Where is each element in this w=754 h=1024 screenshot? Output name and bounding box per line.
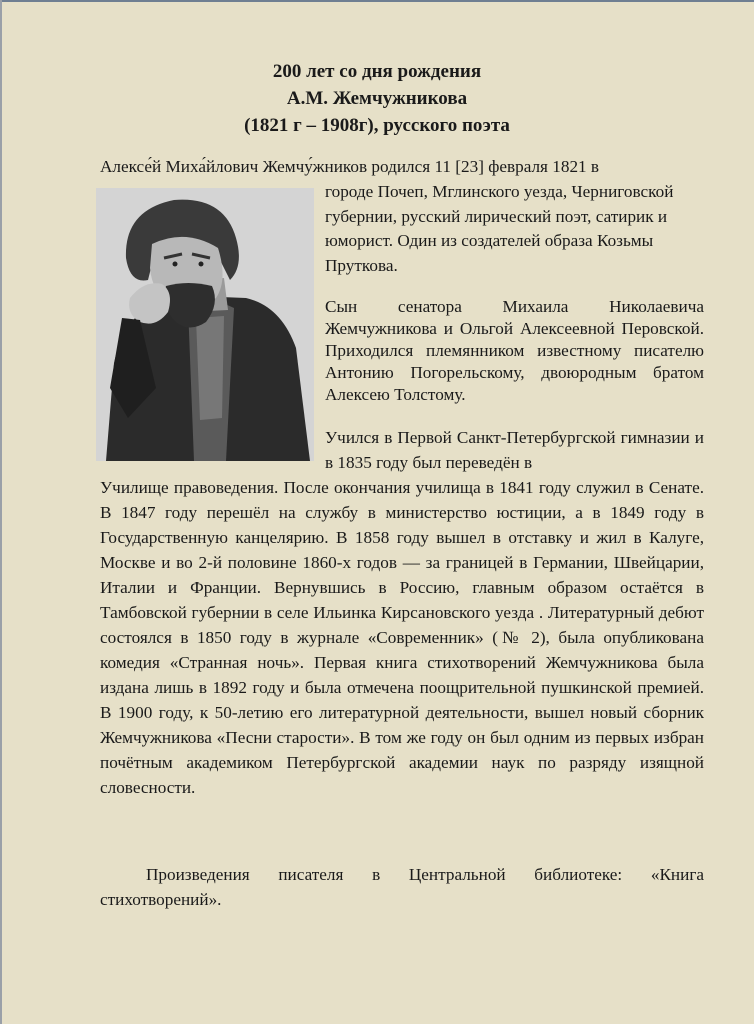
intro-paragraph: городе Почеп, Мглинского уезда, Черниговской губернии, русский лирический поэт, сатирик и юморист. Один из создателей образа Козьмы Пруткова. (325, 182, 674, 275)
title-line-1: 200 лет со дня рождения (272, 61, 482, 82)
intro-first-line: Алексе́й Миха́йлович Жемчу́жников родился 11 [23] февраля 1821 в (100, 157, 600, 176)
portrait-photo (96, 188, 314, 461)
top-border (0, 0, 754, 2)
library-paragraph: Произведения писателя в Центральной библиотеке: «Книга стихотворений». (100, 865, 704, 909)
left-border (0, 0, 2, 1024)
page-title (0, 58, 754, 139)
education-paragraph-start: Учился в Первой Санкт-Петербургской гимназии и в 1835 году был переведён в (325, 428, 704, 472)
title-line-2: А.М. Жемчужникова (286, 88, 468, 109)
title-line-3: (1821 г – 1908г), русского поэта (244, 115, 510, 136)
career-paragraph: Училище правоведения. После окончания училища в 1841 году служил в Сенате. В 1847 году перешёл на службу в министерство юстиции, а в 1849 году в Государственную канцелярию. В 1858 году вышел в отставку и жил в Калуге, Москве и во 2-й половине 1860-х годов — за границей в Германии, Швейцарии, Италии и Франции. Вернувшись в Россию, главным образом остаётся в Тамбовской губернии в селе Ильинка Кирсановского уезда . Литературный дебют состоялся в 1850 году в журнале «Современник» (№ 2), была опубликована комедия «Странная ночь». Первая книга стихотворений Жемчужникова была издана лишь в 1892 году и была отмечена поощрительной пушкинской премией. В 1900 году, к 50-летию его литературной деятельности, вышел новый сборник Жемчужникова «Песни старости». В том же году он был одним из первых избран почётным академиком Петербургской академии наук по разряду изящной словесности. (100, 478, 704, 797)
family-paragraph: Сын сенатора Михаила Николаевича Жемчужникова и Ольгой Алексеевной Перовской. Приходился племянником известному писателю Антонию Погорельскому, двоюродным братом Алексею Толстому. (325, 297, 704, 404)
